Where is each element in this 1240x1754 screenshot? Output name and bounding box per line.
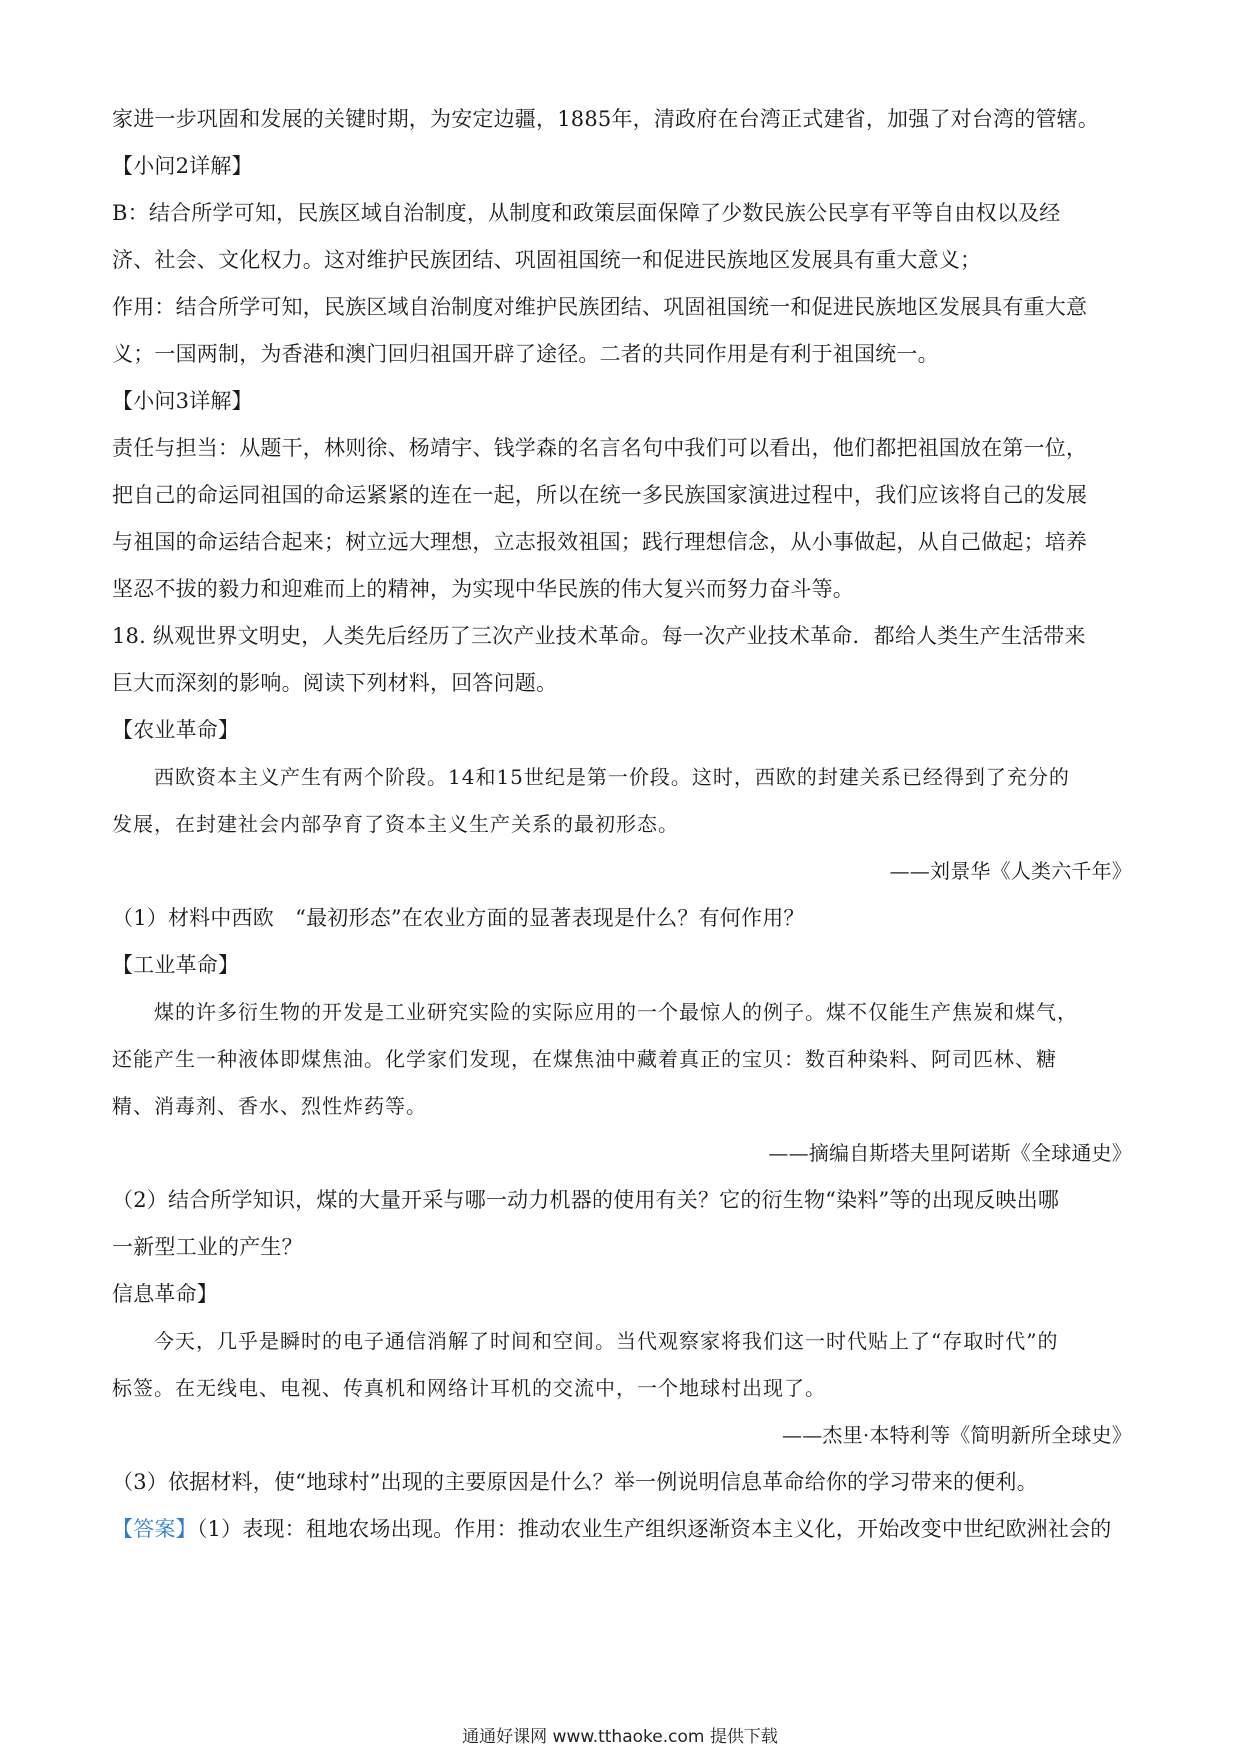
material-heading: 【工业革命】 (112, 953, 240, 977)
question-line: 18. 纵观世界文明史，人类先后经历了三次产业技术革命。每一次产业技术革命．都给人类生产生活带来 (112, 624, 1086, 648)
text-line: B：结合所学可知，民族区域自治制度，从制度和政策层面保障了少数民族公民享有平等自由权以及经 (112, 201, 1061, 225)
answer-text: （1）表现：租地农场出现。作用：推动农业生产组织逐渐资本主义化，开始改变中世纪欧洲社会的 (196, 1517, 1112, 1541)
material-heading: 信息革命】 (112, 1282, 218, 1306)
quote-source: ——刘景华《人类六千年》 (889, 859, 1132, 883)
sub-question: 一新型工业的产生？ (112, 1235, 303, 1259)
quote-line: 西欧资本主义产生有两个阶段。14和15世纪是第一价段。这时，西欧的封建关系已经得到了充分的 (154, 765, 1070, 789)
quote-line: 今天，几乎是瞬时的电子通信消解了时间和空间。当代观察家将我们这一时代贴上了“存取时代”的 (154, 1329, 1059, 1353)
quote-line: 标签。在无线电、电视、传真机和网络计耳机的交流中，一个地球村出现了。 (112, 1376, 826, 1400)
answer-line (112, 1506, 1132, 1553)
question-line: 巨大而深刻的影响。阅读下列材料，回答问题。 (112, 671, 558, 695)
sub-question: （3）依据材料，使“地球村”出现的主要原因是什么？举一例说明信息革命给你的学习带来的便利。 (112, 1470, 1038, 1494)
material-heading: 【农业革命】 (112, 718, 240, 742)
section-heading: 【小问3详解】 (112, 389, 253, 413)
quote-line: 精、消毒剂、香水、烈性炸药等。 (112, 1094, 427, 1118)
text-line: 济、社会、文化权力。这对维护民族团结、巩固祖国统一和促进民族地区发展具有重大意义； (112, 248, 982, 272)
document-page (112, 96, 1132, 1553)
answer-tag: 【答案】 (112, 1517, 197, 1541)
text-line: 责任与担当：从题干，林则徐、杨靖宇、钱学森的名言名句中我们可以看出，他们都把祖国放在第一位， (112, 436, 1088, 460)
text-line: 坚忍不拔的毅力和迎难而上的精神，为实现中华民族的伟大复兴而努力奋斗等。 (112, 577, 854, 601)
quote-line: 煤的许多衍生物的开发是工业研究实险的实际应用的一个最惊人的例子。煤不仅能生产焦炭和煤气， (154, 1000, 1078, 1024)
text-line: 作用：结合所学可知，民族区域自治制度对维护民族团结、巩固祖国统一和促进民族地区发展具有重大意 (112, 295, 1088, 319)
text-line: 家进一步巩固和发展的关键时期，为安定边疆，1885年，清政府在台湾正式建省，加强了对台湾的管辖。 (112, 107, 1100, 131)
sub-question: （1）材料中西欧 “最初形态”在农业方面的显著表现是什么？有何作用？ (112, 906, 805, 930)
text-line: 与祖国的命运结合起来；树立远大理想，立志报效祖国；践行理想信念，从小事做起，从自己做起；培养 (112, 530, 1088, 554)
quote-line: 还能产生一种液体即煤焦油。化学家们发现，在煤焦油中藏着真正的宝贝：数百种染料、阿司匹林、糖 (112, 1047, 1057, 1071)
text-line: 义；一国两制，为香港和澳门回归祖国开辟了途径。二者的共同作用是有利于祖国统一。 (112, 342, 939, 366)
sub-question: （2）结合所学知识，煤的大量开采与哪一动力机器的使用有关？它的衍生物“染料”等的出现反映出哪 (112, 1188, 1060, 1212)
quote-line: 发展，在封建社会内部孕育了资本主义生产关系的最初形态。 (112, 812, 679, 836)
text-line: 把自己的命运同祖国的命运紧紧的连在一起，所以在统一多民族国家演进过程中，我们应该将自己的发展 (112, 483, 1088, 507)
quote-source: ——摘编自斯塔夫里阿诺斯《全球通史》 (768, 1141, 1132, 1165)
section-heading: 【小问2详解】 (112, 154, 253, 178)
page-footer: 通通好课网 www.tthaoke.com 提供下载 (462, 1727, 778, 1747)
quote-source: ——杰里·本特利等《简明新所全球史》 (782, 1423, 1132, 1447)
